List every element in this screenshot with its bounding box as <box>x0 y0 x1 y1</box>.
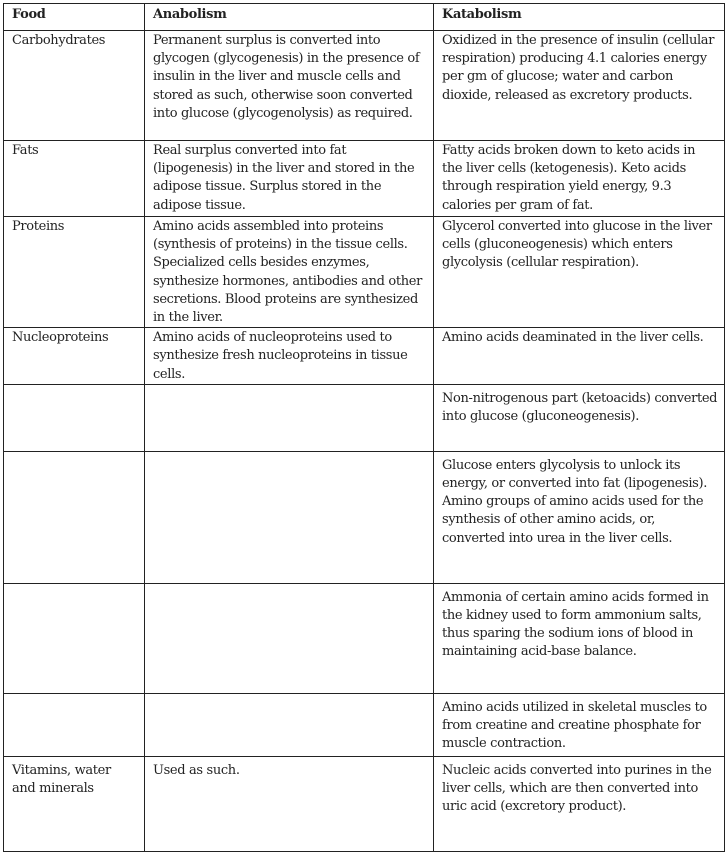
table-row <box>4 31 725 141</box>
katabolism-cell: Ammonia of certain amino acids formed in the kidney used to form ammonium salts, thus sparing the sodium ions of blood in maintaining acid-base balance. <box>434 583 725 693</box>
anabolism-cell <box>145 693 434 756</box>
anabolism-cell: Real surplus converted into fat (lipogenesis) in the liver and stored in the adipose tissue. Surplus stored in the adipose tissue. <box>145 141 434 217</box>
table-row <box>4 384 725 451</box>
katabolism-cell: Glucose enters glycolysis to unlock its energy, or converted into fat (lipogenesis). Amino groups of amino acids used for the synthesis of other amino acids, or, converted into urea in the liver cells. <box>434 451 725 583</box>
katabolism-cell: Nucleic acids converted into purines in the liver cells, which are then converted into uric acid (excretory product). <box>434 756 725 851</box>
anabolism-cell: Amino acids assembled into proteins (synthesis of proteins) in the tissue cells. Specialized cells besides enzymes, synthesize hormones, antibodies and other secretions. Blood proteins are synthesized in the liver. <box>145 217 434 328</box>
table-row <box>4 451 725 583</box>
anabolism-cell: Amino acids of nucleoproteins used to synthesize fresh nucleoproteins in tissue cells. <box>145 328 434 385</box>
table-row <box>4 583 725 693</box>
anabolism-cell <box>145 451 434 583</box>
table-row <box>4 756 725 851</box>
katabolism-cell: Oxidized in the presence of insulin (cellular respiration) producing 4.1 calories energy per gm of glucose; water and carbon dioxide, released as excretory products. <box>434 31 725 141</box>
food-cell: Proteins <box>4 217 145 328</box>
table-row <box>4 217 725 328</box>
anabolism-cell: Permanent surplus is converted into glycogen (glycogenesis) in the presence of insulin in the liver and muscle cells and stored as such, otherwise soon converted into glucose (glycogenolysis) as required. <box>145 31 434 141</box>
katabolism-cell: Amino acids deaminated in the liver cells. <box>434 328 725 385</box>
table-row <box>4 141 725 217</box>
food-cell: Carbohydrates <box>4 31 145 141</box>
table-row <box>4 693 725 756</box>
katabolism-cell: Fatty acids broken down to keto acids in the liver cells (ketogenesis). Keto acids through respiration yield energy, 9.3 calories per gram of fat. <box>434 141 725 217</box>
food-cell: Vitamins, water and minerals <box>4 756 145 851</box>
food-cell: Fats <box>4 141 145 217</box>
header-row <box>4 4 725 31</box>
anabolism-cell <box>145 583 434 693</box>
katabolism-cell: Amino acids utilized in skeletal muscles to from creatine and creatine phosphate for muscle contraction. <box>434 693 725 756</box>
food-cell <box>4 693 145 756</box>
anabolism-cell <box>145 384 434 451</box>
food-cell <box>4 451 145 583</box>
header-food: Food <box>4 4 145 31</box>
food-cell: Nucleoproteins <box>4 328 145 385</box>
food-cell <box>4 583 145 693</box>
anabolism-cell: Used as such. <box>145 756 434 851</box>
header-anabolism: Anabolism <box>145 4 434 31</box>
table-row <box>4 328 725 385</box>
metabolism-table <box>3 3 725 852</box>
katabolism-cell: Glycerol converted into glucose in the liver cells (gluconeogenesis) which enters glycolysis (cellular respiration). <box>434 217 725 328</box>
katabolism-cell: Non-nitrogenous part (ketoacids) converted into glucose (gluconeogenesis). <box>434 384 725 451</box>
food-cell <box>4 384 145 451</box>
header-katabolism: Katabolism <box>434 4 725 31</box>
